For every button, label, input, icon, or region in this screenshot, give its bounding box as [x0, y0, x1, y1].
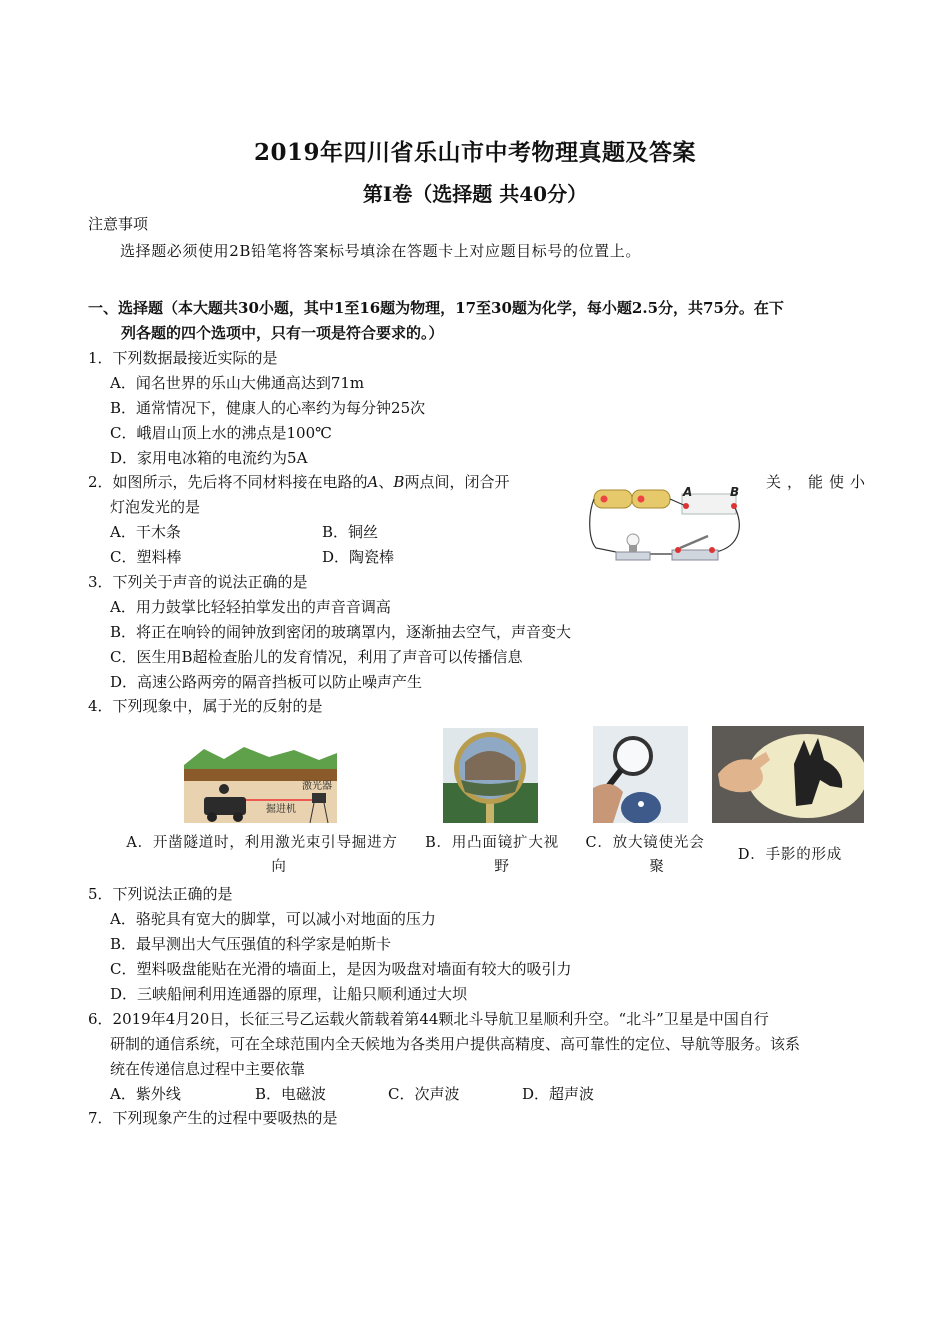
q2-circuit-figure — [586, 484, 748, 564]
battery-plus-1 — [601, 496, 608, 503]
q1-option-c: C．峨眉山顶上水的沸点是100℃ — [110, 424, 332, 442]
q4-figure-b-convex-mirror — [443, 728, 538, 823]
bulb-icon — [627, 534, 639, 546]
switch-terminal-1 — [675, 547, 681, 553]
bulb-socket — [629, 545, 637, 552]
q5-option-a: A．骆驼具有宽大的脚掌，可以减小对地面的压力 — [110, 910, 436, 928]
q6-option-c: C．次声波 — [388, 1085, 460, 1103]
q6-option-b: B．电磁波 — [255, 1085, 327, 1103]
q4-caption-a-line1: A．开凿隧道时，利用激光束引导掘进方 — [126, 835, 398, 851]
q3-option-c: C．医生用B超检查胎儿的发育情况，利用了声音可以传播信息 — [110, 648, 523, 666]
q2-option-d: D．陶瓷棒 — [322, 548, 395, 566]
q4-caption-c-line2: 聚 — [649, 859, 665, 875]
q2-stem-part1: 2．如图所示，先后将不同材料接在电路的 — [88, 473, 368, 491]
q4-figure-d-hand-shadow — [712, 726, 864, 823]
circuit-diagram — [586, 484, 748, 564]
q4-caption-d: D．手影的形成 — [737, 847, 843, 863]
section-instructions-line2: 列各题的四个选项中，只有一项是符合要求的。） — [121, 324, 444, 342]
q5-stem: 5．下列说法正确的是 — [88, 885, 233, 903]
q4-figure-a-tunnel — [184, 745, 337, 823]
notice-heading: 注意事项 — [88, 215, 149, 233]
machine-label: 掘进机 — [266, 804, 296, 815]
q2-option-b: B．铜丝 — [322, 523, 379, 541]
switch-terminal-2 — [709, 547, 715, 553]
q7-stem: 7．下列现象产生的过程中要吸热的是 — [88, 1109, 338, 1127]
label-a: A — [683, 485, 693, 499]
section-subtitle: 第I卷（选择题 共40分） — [362, 182, 588, 206]
terminal-b — [731, 503, 737, 509]
section-instructions-line1: 一、选择题（本大题共30小题，其中1至16题为物理，17至30题为化学，每小题2.5分，共75分。在下 — [88, 299, 784, 317]
terminal-a — [683, 503, 689, 509]
q4-caption-c — [575, 831, 715, 879]
laser-device-icon — [312, 793, 326, 803]
q2-stem-sep: 、 — [378, 473, 394, 491]
q6-option-d: D．超声波 — [522, 1085, 595, 1103]
q4-stem: 4．下列现象中，属于光的反射的是 — [88, 697, 323, 715]
q2-stem-line1 — [88, 472, 509, 492]
q6-option-a: A．紫外线 — [110, 1085, 181, 1103]
q2-stem-part3: 关，能使小 — [766, 473, 872, 491]
q2-option-c: C．塑料棒 — [110, 548, 182, 566]
q1-option-d: D．家用电冰箱的电流约为5A — [110, 449, 308, 467]
page-title: 2019年四川省乐山市中考物理真题及答案 — [253, 139, 696, 166]
q4-figure-c-magnifier — [593, 726, 688, 823]
q6-stem-line1: 6．2019年4月20日，长征三号乙运载火箭载着第44颗北斗导航卫星顺利升空。“北斗”卫星是中国自行 — [88, 1010, 769, 1028]
battery-plus-2 — [638, 496, 645, 503]
q2-stem-line2: 灯泡发光的是 — [110, 498, 201, 516]
q4-caption-a-line2: 向 — [271, 859, 287, 875]
magnifier-icon — [615, 738, 651, 774]
q4-caption-b-line1: B．用凸面镜扩大视 — [425, 835, 559, 851]
q2-point-b: B — [393, 473, 405, 491]
q6-stem-line2: 研制的通信系统，可在全球范围内全天候地为各类用户提供高精度、高可靠性的定位、导航等服务。该系 — [110, 1035, 801, 1053]
q5-option-d: D．三峡船闸利用连通器的原理，让船只顺利通过大坝 — [110, 985, 468, 1003]
q4-caption-c-line1: C．放大镜使光会 — [585, 835, 705, 851]
q2-stem-part2: 两点间，闭合开 — [404, 473, 510, 491]
q1-option-a: A．闻名世界的乐山大佛通高达到71m — [110, 374, 365, 392]
battery-1 — [594, 490, 632, 508]
bulb-base — [616, 552, 650, 560]
q3-stem: 3．下列关于声音的说法正确的是 — [88, 573, 308, 591]
light-spot — [638, 801, 644, 807]
q4-caption-b — [417, 831, 567, 879]
q3-option-b: B．将正在响铃的闹钟放到密闭的玻璃罩内，逐渐抽去空气，声音变大 — [110, 623, 572, 641]
q4-caption-a — [112, 831, 412, 879]
q5-option-c: C．塑料吸盘能贴在光滑的墙面上，是因为吸盘对墙面有较大的吸引力 — [110, 960, 572, 978]
q2-point-a: A — [367, 473, 379, 491]
notice-text: 选择题必须使用2B铅笔将答案标号填涂在答题卡上对应题目标号的位置上。 — [120, 242, 641, 260]
laser-label: 激光器 — [302, 781, 332, 792]
q3-option-a: A．用力鼓掌比轻轻拍掌发出的声音音调高 — [110, 598, 391, 616]
q2-option-a: A．干木条 — [110, 523, 181, 541]
label-b: B — [730, 485, 740, 499]
switch-lever — [680, 536, 708, 548]
q1-option-b: B．通常情况下，健康人的心率约为每分钟25次 — [110, 399, 426, 417]
paper-icon — [621, 792, 661, 823]
q1-stem: 1．下列数据最接近实际的是 — [88, 349, 278, 367]
q4-caption-b-line2: 野 — [494, 859, 510, 875]
q6-stem-line3: 统在传递信息过程中主要依靠 — [110, 1060, 306, 1078]
q5-option-b: B．最早测出大气压强值的科学家是帕斯卡 — [110, 935, 392, 953]
q3-option-d: D．高速公路两旁的隔音挡板可以防止噪声产生 — [110, 673, 423, 691]
